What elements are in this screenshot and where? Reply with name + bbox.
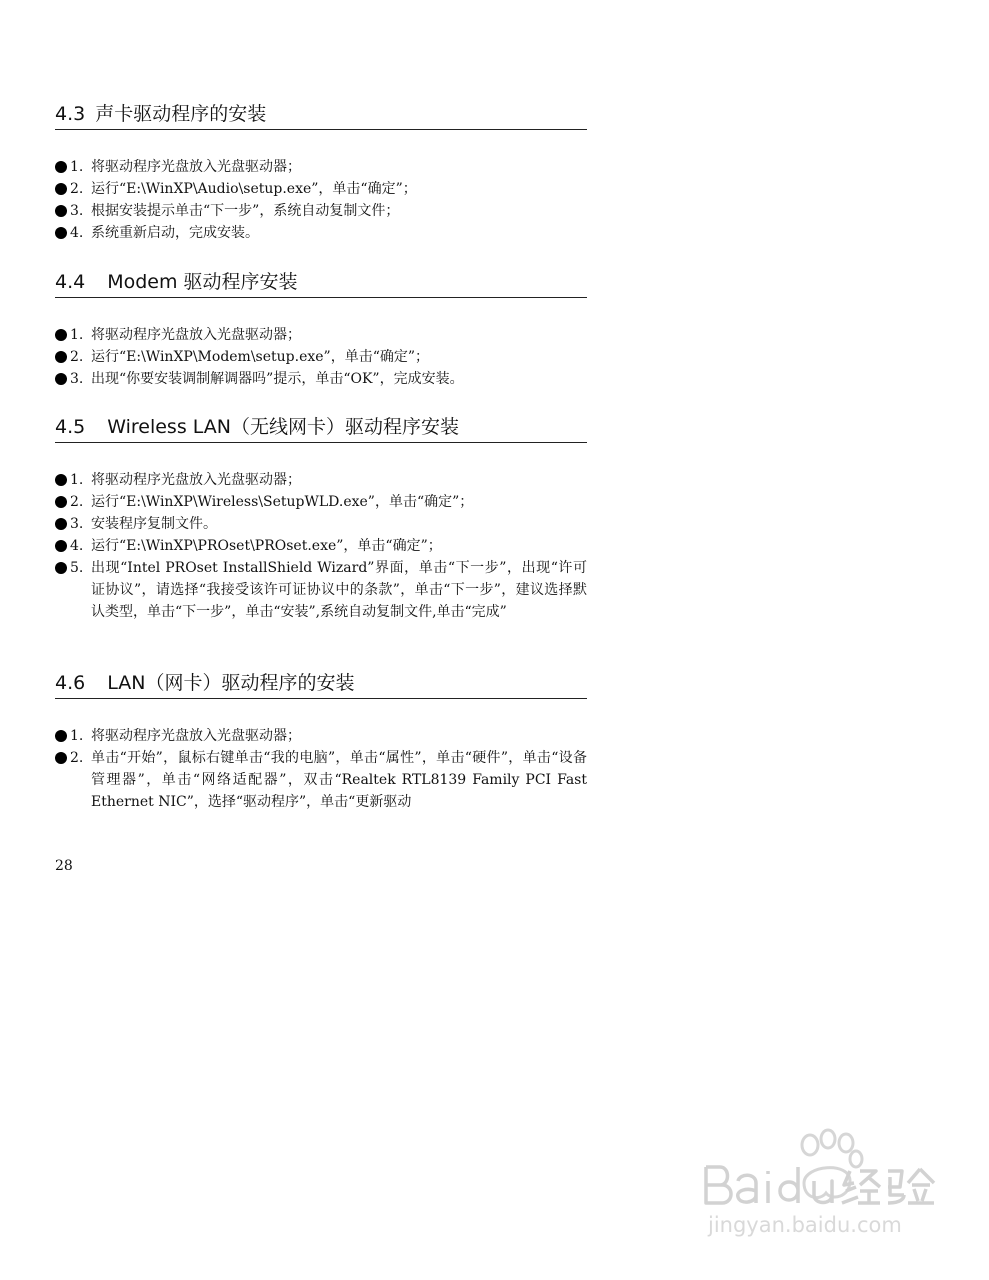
step-list xyxy=(55,469,587,623)
list-item xyxy=(55,469,587,491)
list-item xyxy=(55,725,587,747)
step-text: 运行“E:\WinXP\PROset\PROset.exe”，单击“确定”； xyxy=(91,538,442,554)
list-item xyxy=(55,491,587,513)
step-text: 单击“开始”，鼠标右键单击“我的电脑”，单击“属性”，单击“硬件”，单击“设备管理器”，单击“网络适配器”，双击“Realtek RTL8139 Family PCI Fast Ethernet NIC”，选择“驱动程序”，单击“更新驱动 xyxy=(91,750,587,810)
step-number: 1. xyxy=(70,472,84,488)
list-item xyxy=(55,368,587,390)
bullet-icon xyxy=(55,540,67,552)
bullet-icon xyxy=(55,373,67,385)
step-text: 将驱动程序光盘放入光盘驱动器； xyxy=(91,728,301,744)
step-text: 将驱动程序光盘放入光盘驱动器； xyxy=(91,159,301,175)
list-item xyxy=(55,178,587,200)
baidu-logo-icon xyxy=(700,1125,940,1215)
page-number: 28 xyxy=(55,858,73,874)
section-number: 4.6 xyxy=(55,672,86,694)
section-heading xyxy=(55,668,587,699)
bullet-icon xyxy=(55,496,67,508)
bullet-icon xyxy=(55,518,67,530)
step-text: 系统重新启动，完成安装。 xyxy=(91,225,259,241)
bullet-icon xyxy=(55,205,67,217)
bullet-icon xyxy=(55,227,67,239)
step-text: 出现“你要安装调制解调器吗”提示，单击“OK”，完成安装。 xyxy=(91,371,464,387)
section-title: 声卡驱动程序的安装 xyxy=(95,103,267,125)
step-number: 1. xyxy=(70,728,84,744)
step-text: 运行“E:\WinXP\Wireless\SetupWLD.exe”，单击“确定”； xyxy=(91,494,474,510)
bullet-icon xyxy=(55,562,67,574)
list-item xyxy=(55,156,587,178)
list-item xyxy=(55,346,587,368)
section-4-6 xyxy=(55,668,587,813)
step-text: 根据安装提示单击“下一步”，系统自动复制文件； xyxy=(91,203,400,219)
bullet-icon xyxy=(55,161,67,173)
section-4-4 xyxy=(55,267,587,390)
section-heading xyxy=(55,99,587,130)
step-text: 运行“E:\WinXP\Modem\setup.exe”，单击“确定”； xyxy=(91,349,430,365)
watermark-url: jingyan.baidu.com xyxy=(708,1213,902,1237)
baidu-jingyan-watermark xyxy=(700,1125,970,1270)
step-text: 安装程序复制文件。 xyxy=(91,516,217,532)
section-title: Wireless LAN（无线网卡）驱动程序安装 xyxy=(107,416,459,438)
step-number: 2. xyxy=(70,349,84,365)
list-item xyxy=(55,324,587,346)
step-text: 将驱动程序光盘放入光盘驱动器； xyxy=(91,327,301,343)
bullet-icon xyxy=(55,752,67,764)
list-item xyxy=(55,535,587,557)
section-4-5 xyxy=(55,412,587,623)
step-text: 出现“Intel PROset InstallShield Wizard”界面，单击“下一步”，出现“许可证协议”，请选择“我接受该许可证协议中的条款”，单击“下一步”，建议选择默认类型，单击“下一步”，单击“安装”,系统自动复制文件,单击“完成” xyxy=(91,560,587,620)
step-number: 1. xyxy=(70,327,84,343)
list-item xyxy=(55,222,587,244)
step-text: 将驱动程序光盘放入光盘驱动器； xyxy=(91,472,301,488)
step-list xyxy=(55,324,587,390)
bullet-icon xyxy=(55,351,67,363)
section-heading xyxy=(55,267,587,298)
step-text: 运行“E:\WinXP\Audio\setup.exe”，单击“确定”； xyxy=(91,181,417,197)
list-item xyxy=(55,557,587,623)
bullet-icon xyxy=(55,730,67,742)
step-number: 5. xyxy=(70,560,84,576)
section-number: 4.4 xyxy=(55,271,86,293)
step-list xyxy=(55,156,587,244)
section-heading xyxy=(55,412,587,443)
list-item xyxy=(55,200,587,222)
step-number: 3. xyxy=(70,203,84,219)
section-title: Modem 驱动程序安装 xyxy=(107,271,298,293)
step-number: 2. xyxy=(70,750,84,766)
section-number: 4.3 xyxy=(55,103,86,125)
step-number: 2. xyxy=(70,494,84,510)
list-item xyxy=(55,513,587,535)
step-number: 4. xyxy=(70,538,84,554)
section-4-3 xyxy=(55,99,587,244)
list-item xyxy=(55,747,587,813)
bullet-icon xyxy=(55,329,67,341)
step-number: 1. xyxy=(70,159,84,175)
step-list xyxy=(55,725,587,813)
section-title: LAN（网卡）驱动程序的安装 xyxy=(107,672,355,694)
step-number: 3. xyxy=(70,371,84,387)
step-number: 3. xyxy=(70,516,84,532)
step-number: 2. xyxy=(70,181,84,197)
section-number: 4.5 xyxy=(55,416,86,438)
bullet-icon xyxy=(55,474,67,486)
step-number: 4. xyxy=(70,225,84,241)
bullet-icon xyxy=(55,183,67,195)
